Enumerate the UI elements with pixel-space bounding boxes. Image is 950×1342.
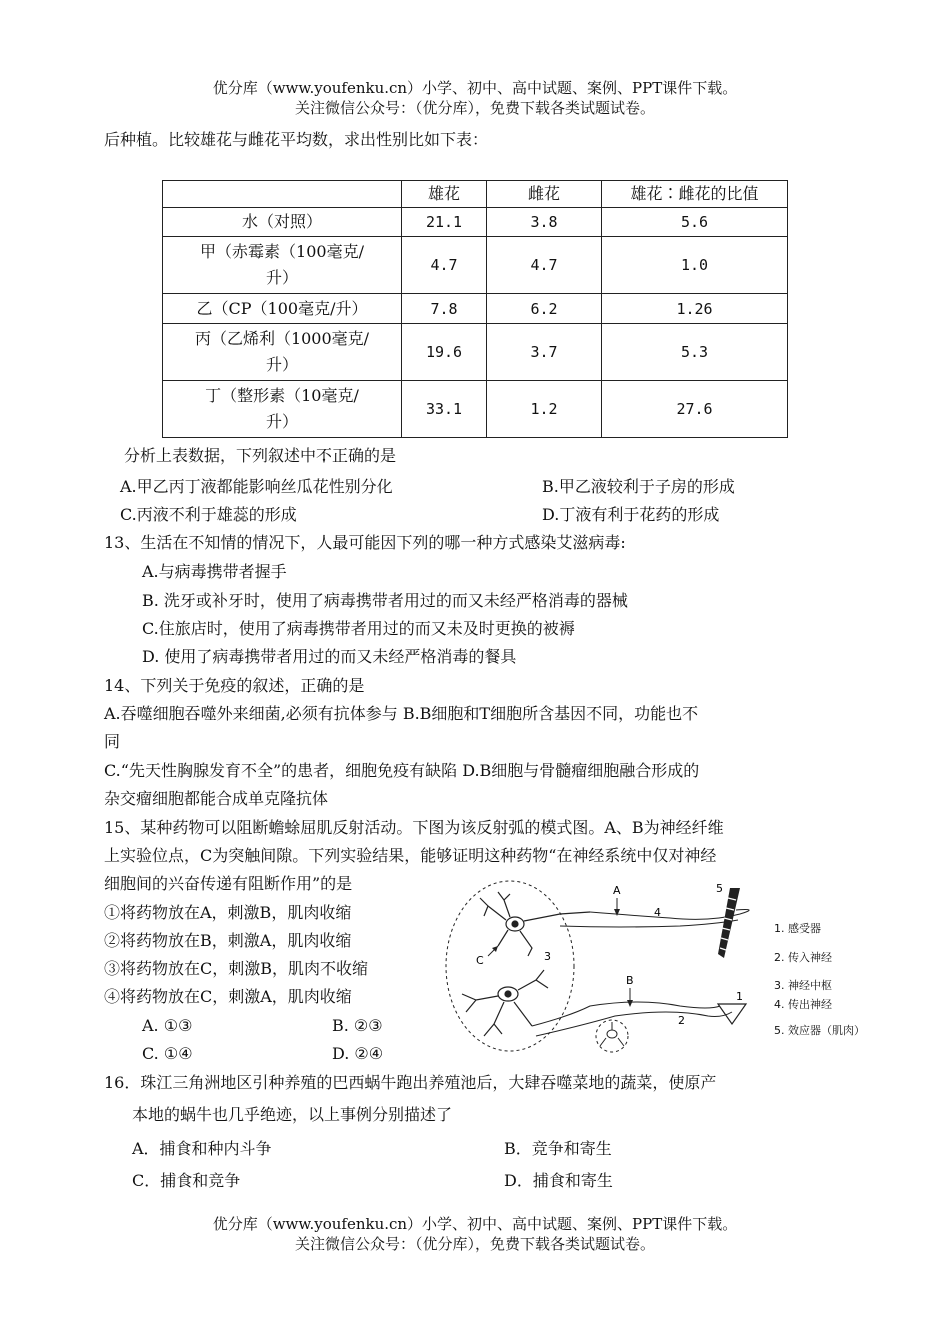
female-value: 4.7 bbox=[487, 237, 602, 294]
q16-line-2: 本地的蜗牛也几乎绝迹，以上事例分别描述了 bbox=[132, 1105, 453, 1124]
q14-stem: 14、下列关于免疫的叙述，正确的是 bbox=[104, 676, 365, 695]
q16-line-1: 16．珠江三角洲地区引种养殖的巴西蜗牛跑出养殖池后，大肆吞噬菜地的蔬菜，使原产 bbox=[104, 1073, 717, 1092]
q16-option-c: C．捕食和竞争 bbox=[132, 1171, 241, 1190]
legend-item: 2. 传入神经 bbox=[774, 951, 832, 964]
q13-option-b: B. 洗牙或补牙时，使用了病毒携带者用过的而又未经严格消毒的器械 bbox=[142, 591, 628, 610]
q14-line-3: C.“先天性胸腺发育不全”的患者，细胞免疫有缺陷 D.B细胞与骨髓瘤细胞融合形成的 bbox=[104, 761, 700, 780]
q15-statement-1: ①将药物放在A，刺激B，肌肉收缩 bbox=[104, 903, 352, 922]
label-4: 4 bbox=[654, 906, 661, 919]
q12-option-c: C.丙液不利于雄蕊的形成 bbox=[120, 505, 297, 524]
female-value: 1.2 bbox=[487, 381, 602, 438]
q16-option-a: A．捕食和种内斗争 bbox=[132, 1139, 272, 1158]
label-a: A bbox=[613, 884, 621, 897]
lower-neuron bbox=[462, 970, 548, 1036]
q15-line-2: 上实验位点，C为突触间隙。下列实验结果，能够证明这种药物“在神经系统中仅对神经 bbox=[104, 846, 717, 865]
row-label: 乙（CP（100毫克/升） bbox=[163, 294, 402, 324]
row-label: 丁（整形素（10毫克/ 升） bbox=[163, 381, 402, 438]
row-label: 水（对照） bbox=[163, 208, 402, 237]
row-label: 丙（乙烯利（1000毫克/ 升） bbox=[163, 324, 402, 381]
diagram-legend bbox=[774, 921, 865, 1037]
header-cell: 雌花 bbox=[487, 181, 602, 208]
male-value: 19.6 bbox=[402, 324, 487, 381]
ratio-value: 5.6 bbox=[602, 208, 788, 237]
label-2: 2 bbox=[678, 1014, 685, 1027]
footer-line-2: 关注微信公众号：（优分库），免费下载各类试题试卷。 bbox=[294, 1235, 655, 1253]
nerve-center-outline bbox=[446, 881, 574, 1051]
q14-line-1: A.吞噬细胞吞噬外来细菌,必须有抗体参与 B.B细胞和T细胞所含基因不同，功能也不 bbox=[104, 704, 699, 723]
male-value: 4.7 bbox=[402, 237, 487, 294]
ratio-value: 1.0 bbox=[602, 237, 788, 294]
q12-stem: 分析上表数据，下列叙述中不正确的是 bbox=[124, 446, 397, 465]
male-value: 21.1 bbox=[402, 208, 487, 237]
q15-option-a: A. ①③ bbox=[142, 1016, 193, 1035]
ratio-value: 27.6 bbox=[602, 381, 788, 438]
label-b: B bbox=[626, 974, 634, 987]
header-line-2: 关注微信公众号：（优分库），免费下载各类试题试卷。 bbox=[294, 99, 655, 117]
q15-option-d: D. ②④ bbox=[332, 1044, 384, 1063]
q13-option-d: D. 使用了病毒携带者用过的而又未经严格消毒的餐具 bbox=[142, 647, 517, 666]
row-label: 甲（赤霉素（100毫克/ 升） bbox=[163, 237, 402, 294]
male-value: 33.1 bbox=[402, 381, 487, 438]
receptor bbox=[718, 1004, 746, 1024]
table-row bbox=[163, 324, 788, 381]
table-header-row bbox=[163, 181, 788, 208]
q16-option-d: D．捕食和寄生 bbox=[504, 1171, 613, 1190]
point-a-arrowhead bbox=[614, 909, 620, 916]
female-value: 3.7 bbox=[487, 324, 602, 381]
female-value: 3.8 bbox=[487, 208, 602, 237]
header-line-1: 优分库（www.youfenku.cn）小学、初中、高中试题、案例、PPT课件下载。 bbox=[212, 79, 738, 97]
table-row bbox=[163, 237, 788, 294]
q15-line-1: 15、某种药物可以阻断蟾蜍屈肌反射活动。下图为该反射弧的模式图。A、B为神经纤维 bbox=[104, 818, 724, 837]
label-c: C bbox=[476, 954, 484, 967]
ganglion-cell bbox=[607, 1030, 617, 1038]
q15-line-3: 细胞间的兴奋传递有阻断作用”的是 bbox=[104, 874, 353, 893]
q13-stem: 13、生活在不知情的情况下，人最可能因下列的哪一种方式感染艾滋病毒: bbox=[104, 533, 626, 552]
q15-option-b: B. ②③ bbox=[332, 1016, 383, 1035]
emphasis-dot: 不 bbox=[316, 446, 333, 465]
table-row bbox=[163, 294, 788, 324]
intro-text: 后种植。比较雄花与雌花平均数，求出性别比如下表： bbox=[104, 130, 489, 149]
upper-neuron bbox=[480, 892, 590, 956]
ratio-value: 5.3 bbox=[602, 324, 788, 381]
table-row bbox=[163, 381, 788, 438]
header-cell bbox=[163, 181, 402, 208]
legend-item: 1. 感受器 bbox=[774, 922, 821, 935]
ganglion-processes bbox=[600, 1022, 624, 1046]
header-cell: 雄花∶雌花的比值 bbox=[602, 181, 788, 208]
point-b-arrowhead bbox=[627, 1000, 633, 1007]
q14-line-2: 同 bbox=[104, 732, 121, 751]
table-row bbox=[163, 208, 788, 237]
label-3: 3 bbox=[544, 950, 551, 963]
ratio-value: 1.26 bbox=[602, 294, 788, 324]
reflex-arc-diagram bbox=[440, 876, 880, 1066]
q12-option-d: D.丁液有利于花药的形成 bbox=[542, 505, 720, 524]
label-5: 5 bbox=[716, 882, 723, 895]
label-1: 1 bbox=[736, 990, 743, 1003]
flower-sex-ratio-table bbox=[162, 180, 788, 438]
legend-item: 3. 神经中枢 bbox=[774, 979, 832, 992]
q15-statement-4: ④将药物放在C，刺激A，肌肉收缩 bbox=[104, 987, 352, 1006]
legend-item: 5. 效应器（肌肉） bbox=[774, 1024, 865, 1037]
male-value: 7.8 bbox=[402, 294, 487, 324]
q12-option-b: B.甲乙液较利于子房的形成 bbox=[542, 477, 735, 496]
q13-option-c: C.住旅店时，使用了病毒携带者用过的而又未及时更换的被褥 bbox=[142, 619, 575, 638]
footer-line-1: 优分库（www.youfenku.cn）小学、初中、高中试题、案例、PPT课件下载。 bbox=[212, 1215, 738, 1233]
q13-option-a: A.与病毒携带者握手 bbox=[142, 562, 287, 581]
q15-statement-2: ②将药物放在B，刺激A，肌肉收缩 bbox=[104, 931, 352, 950]
female-value: 6.2 bbox=[487, 294, 602, 324]
q15-statement-3: ③将药物放在C，刺激B，肌肉不收缩 bbox=[104, 959, 369, 978]
q15-option-c: C. ①④ bbox=[142, 1044, 193, 1063]
legend-item: 4. 传出神经 bbox=[774, 998, 832, 1011]
header-cell: 雄花 bbox=[402, 181, 487, 208]
q12-option-a: A.甲乙丙丁液都能影响丝瓜花性别分化 bbox=[120, 477, 393, 496]
q16-option-b: B．竞争和寄生 bbox=[504, 1139, 612, 1158]
q14-line-4: 杂交瘤细胞都能合成单克隆抗体 bbox=[104, 789, 329, 808]
efferent-nerve-lower bbox=[560, 920, 738, 927]
afferent-nerve bbox=[532, 1002, 720, 1026]
